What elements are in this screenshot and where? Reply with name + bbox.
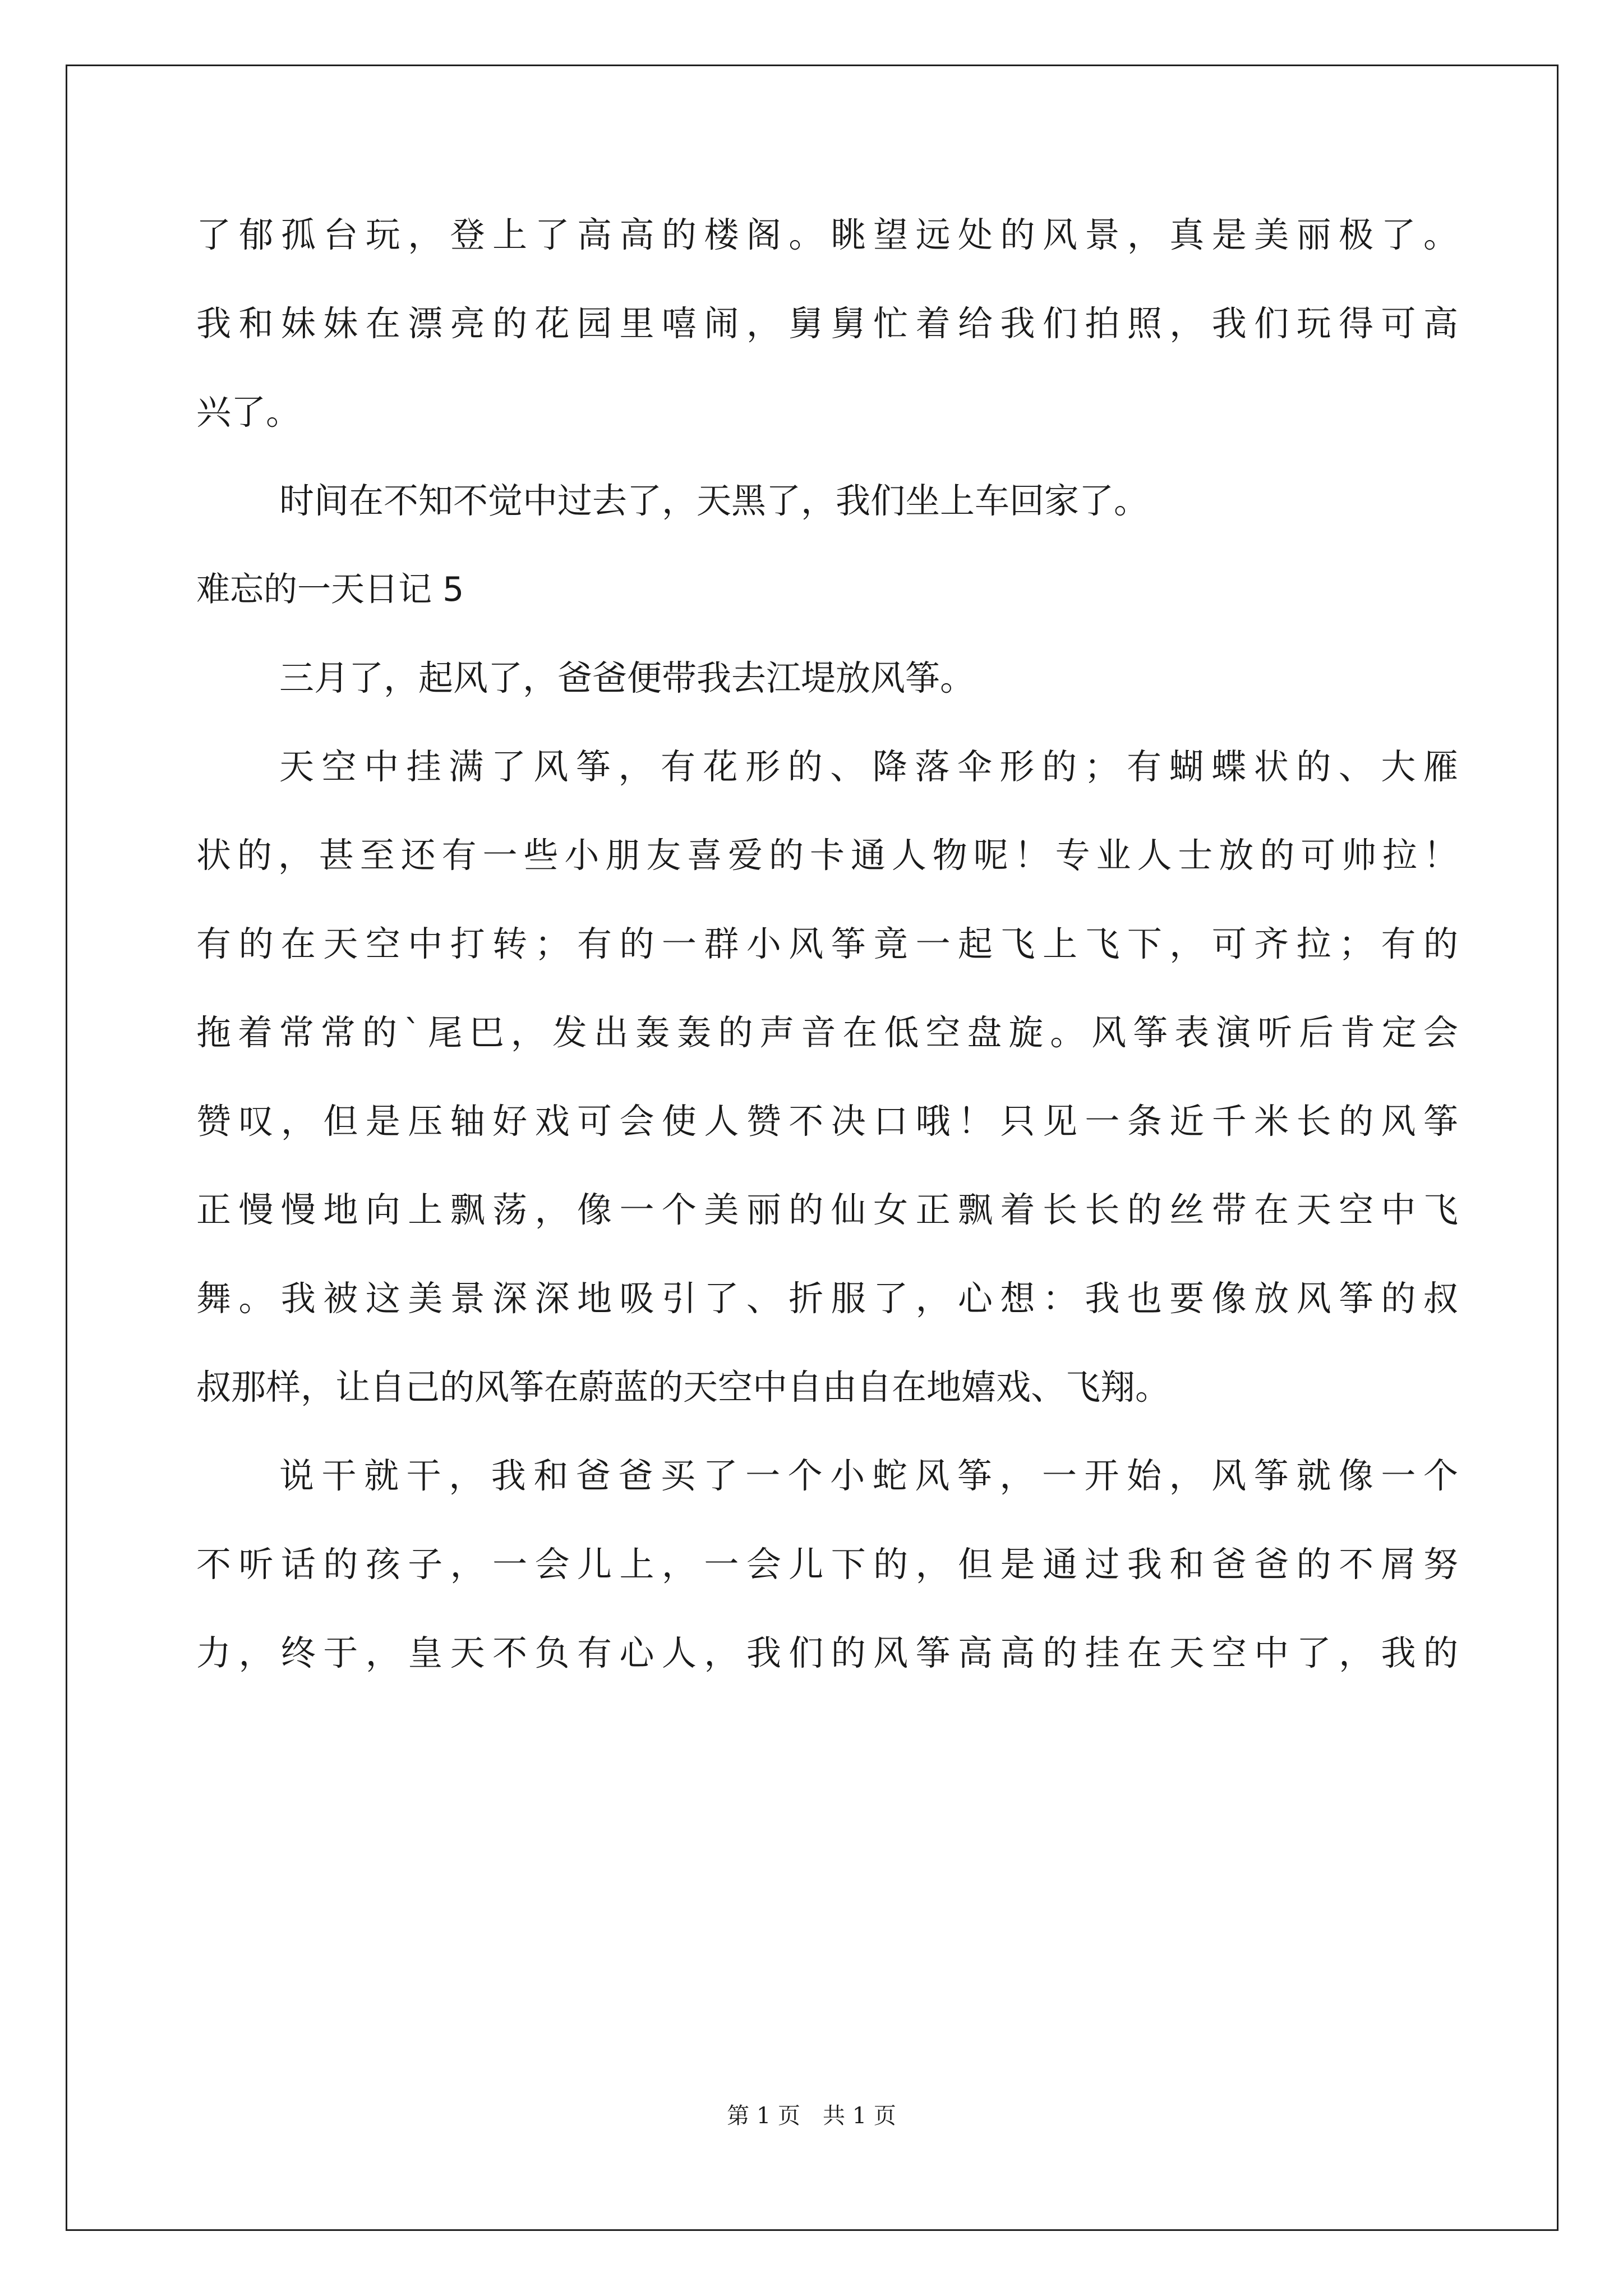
- body-line: 不听话的孩子，一会儿上，一会儿下的，但是通过我和爸爸的不屑努: [196, 1544, 1458, 1585]
- page-number: 第 1 页: [727, 2103, 800, 2129]
- section-heading: 难忘的一天日记 5: [196, 570, 464, 609]
- body-line: 力，终于，皇天不负有心人，我们的风筝高高的挂在天空中了，我的: [196, 1632, 1458, 1673]
- body-line: 了郁孤台玩，登上了高高的楼阁。眺望远处的风景，真是美丽极了。: [196, 214, 1458, 255]
- body-line: 我和妹妹在漂亮的花园里嘻闹，舅舅忙着给我们拍照，我们玩得可高: [196, 303, 1458, 344]
- body-line: 兴了。: [196, 392, 301, 432]
- body-line: 赞叹，但是压轴好戏可会使人赞不决口哦！只见一条近千米长的风筝: [196, 1101, 1458, 1142]
- body-line: 正慢慢地向上飘荡，像一个美丽的仙女正飘着长长的丝带在天空中飞: [196, 1189, 1458, 1230]
- body-line: 天空中挂满了风筝，有花形的、降落伞形的；有蝴蝶状的、大雁: [279, 746, 1458, 787]
- body-line: 状的，甚至还有一些小朋友喜爱的卡通人物呢！专业人士放的可帅拉！: [196, 835, 1458, 876]
- body-line: 叔那样，让自己的风筝在蔚蓝的天空中自由自在地嬉戏、飞翔。: [196, 1366, 1170, 1407]
- body-line: 舞。我被这美景深深地吸引了、折服了，心想：我也要像放风筝的叔: [196, 1278, 1458, 1319]
- page-footer: [0, 2098, 1623, 2130]
- body-line: 拖着常常的`尾巴，发出轰轰的声音在低空盘旋。风筝表演听后肯定会: [196, 1012, 1458, 1053]
- body-line: 有的在天空中打转；有的一群小风筝竟一起飞上飞下，可齐拉；有的: [196, 923, 1458, 964]
- body-line: 说干就干，我和爸爸买了一个小蛇风筝，一开始，风筝就像一个: [279, 1455, 1458, 1496]
- body-line: 三月了，起风了，爸爸便带我去江堤放风筝。: [279, 657, 975, 698]
- document-body: [196, 191, 1458, 1697]
- page-total: 共 1 页: [823, 2103, 896, 2129]
- body-line: 时间在不知不觉中过去了，天黑了，我们坐上车回家了。: [279, 480, 1149, 521]
